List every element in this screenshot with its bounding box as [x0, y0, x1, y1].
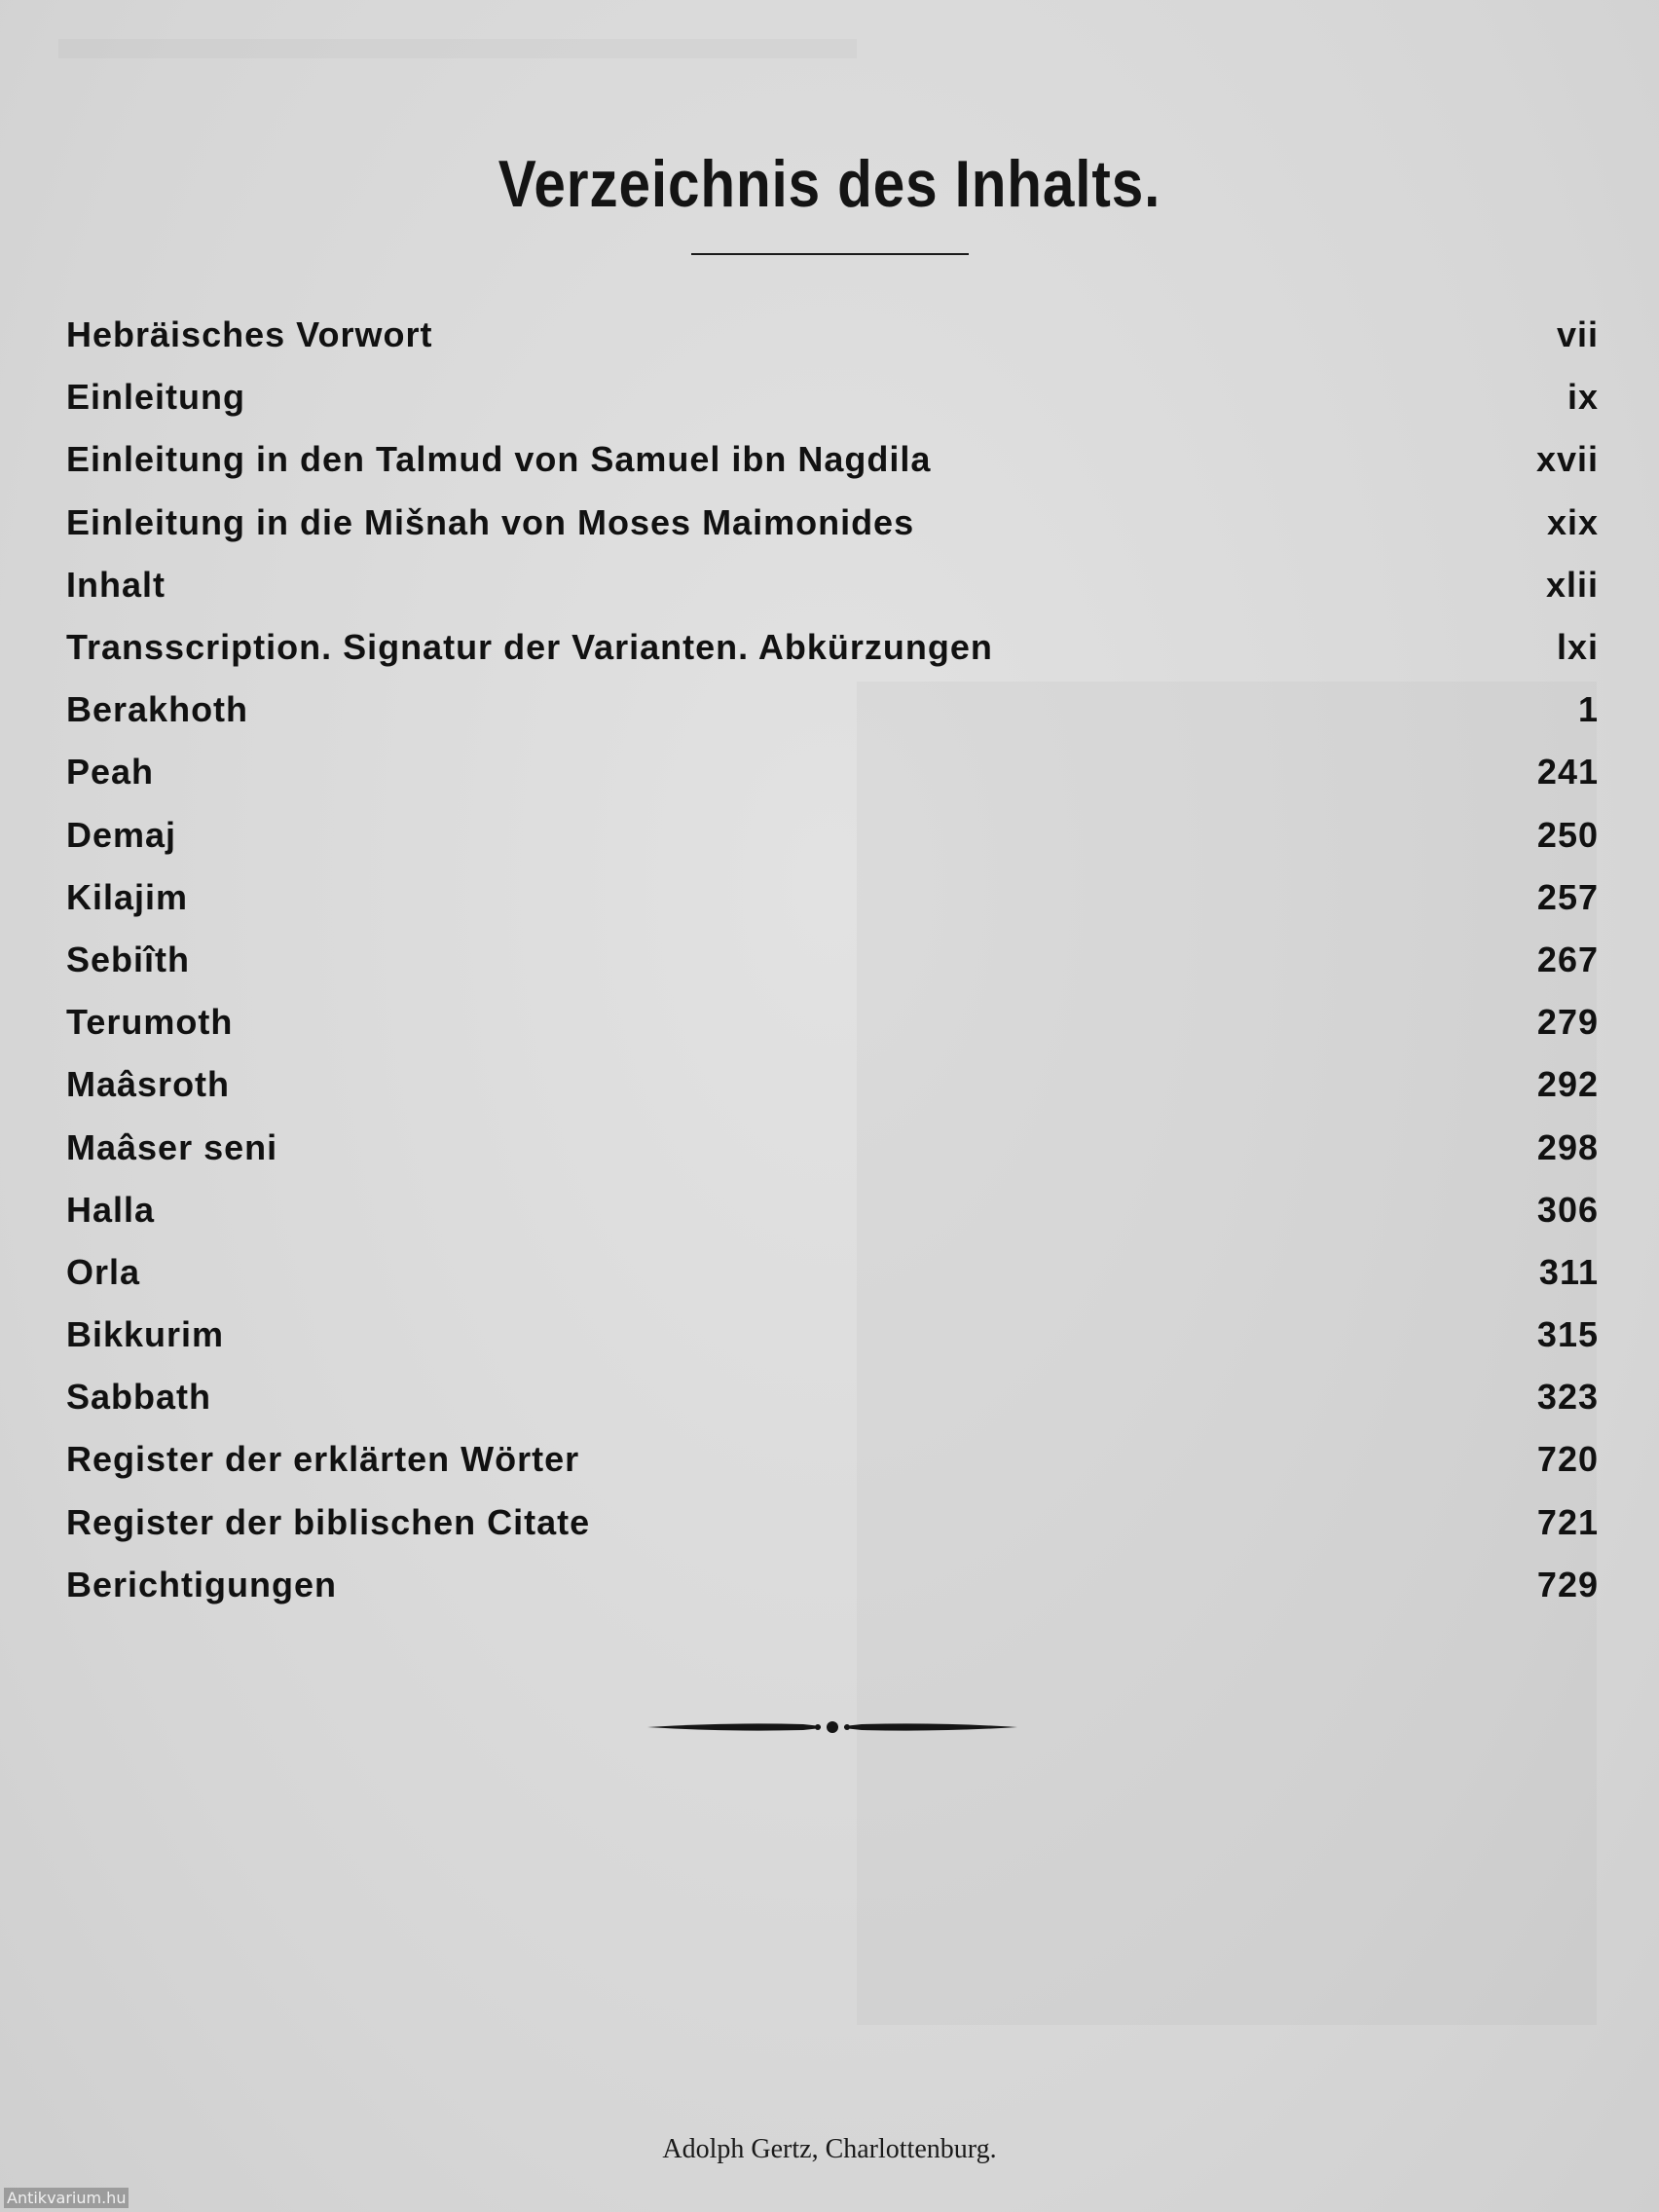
- dot-leader: [950, 442, 1525, 477]
- toc-entry: [66, 679, 1599, 741]
- toc-entry-page: xvii: [1535, 439, 1599, 480]
- toc-entry: [66, 428, 1599, 491]
- dot-leader: [249, 1067, 1525, 1102]
- toc-entry-page: xix: [1546, 501, 1599, 542]
- toc-entry-page: 292: [1536, 1064, 1599, 1105]
- toc-entry: [66, 1179, 1599, 1241]
- toc-entry-title: Halla: [66, 1189, 156, 1230]
- toc-entry-page: 279: [1536, 1002, 1599, 1043]
- toc-entry-page: 250: [1536, 814, 1599, 855]
- toc-entry-page: 306: [1536, 1189, 1599, 1230]
- toc-entry: [66, 1053, 1599, 1116]
- toc-entry: [66, 991, 1599, 1053]
- toc-entry: [66, 929, 1599, 991]
- toc-entry: [66, 1554, 1599, 1616]
- toc-entry: [66, 1492, 1599, 1554]
- dot-leader: [1013, 630, 1525, 665]
- toc-entry-title: Einleitung: [66, 377, 245, 418]
- dot-leader: [934, 505, 1525, 540]
- dot-leader: [252, 1005, 1525, 1040]
- toc-entry-page: lxi: [1556, 627, 1599, 668]
- toc-entry-page: vii: [1556, 314, 1599, 355]
- dot-leader: [243, 1317, 1525, 1352]
- dot-leader: [174, 1193, 1525, 1228]
- toc-entry-page: 323: [1536, 1377, 1599, 1418]
- toc-entry-title: Peah: [66, 752, 155, 793]
- toc-entry-title: Transscription. Signatur der Varianten. Abkürzungen: [66, 627, 993, 668]
- dot-leader: [609, 1505, 1525, 1540]
- dot-leader: [185, 568, 1525, 603]
- toc-entry-page: 729: [1536, 1564, 1599, 1604]
- toc-entry: [66, 1366, 1599, 1428]
- toc-entry-title: Register der erklärten Wörter: [66, 1439, 580, 1480]
- toc-entry: [66, 1304, 1599, 1366]
- ornament-divider: [647, 1717, 1017, 1737]
- toc-entry: [66, 304, 1599, 366]
- toc-entry-title: Sabbath: [66, 1377, 212, 1418]
- toc-entry-title: Berakhoth: [66, 689, 249, 730]
- toc-entry-page: 267: [1536, 939, 1599, 979]
- toc-entry: [66, 804, 1599, 866]
- toc-entry: [66, 866, 1599, 929]
- toc-entry-title: Hebräisches Vorwort: [66, 314, 433, 355]
- toc-entry-page: xlii: [1545, 564, 1599, 605]
- toc-entry-page: 720: [1536, 1439, 1599, 1480]
- dot-leader: [356, 1567, 1525, 1603]
- printer-credit: Adolph Gertz, Charlottenburg.: [662, 2134, 997, 2164]
- toc-entry-title: Orla: [66, 1251, 141, 1292]
- toc-entry-page: 257: [1536, 876, 1599, 917]
- title-divider: [691, 253, 969, 255]
- toc-entry: [66, 1241, 1599, 1304]
- dot-leader: [207, 880, 1525, 915]
- toc-entry-page: 315: [1536, 1314, 1599, 1355]
- toc-entry: [66, 616, 1599, 679]
- toc-entry-title: Register der biblischen Citate: [66, 1501, 591, 1542]
- watermark: Antikvarium.hu: [4, 2188, 129, 2208]
- toc-entry-title: Maâsroth: [66, 1064, 231, 1105]
- toc-entry: [66, 366, 1599, 428]
- dot-leader: [231, 1380, 1525, 1415]
- toc-entry-page: 311: [1538, 1251, 1599, 1292]
- toc-entry-page: 298: [1536, 1126, 1599, 1167]
- dot-leader: [297, 1130, 1525, 1165]
- toc-entry-title: Sebiîth: [66, 939, 191, 979]
- toc-entry: [66, 554, 1599, 616]
- toc-entry-page: 1: [1577, 689, 1599, 730]
- dot-leader: [452, 317, 1525, 352]
- dot-leader: [196, 818, 1525, 853]
- dot-leader: [265, 380, 1525, 415]
- dot-leader: [160, 1255, 1525, 1290]
- toc-entry-title: Bikkurim: [66, 1314, 225, 1355]
- toc-entry-title: Berichtigungen: [66, 1564, 338, 1604]
- toc-entry: [66, 741, 1599, 803]
- toc-entry-title: Maâser seni: [66, 1126, 278, 1167]
- toc-entry-page: 721: [1536, 1501, 1599, 1542]
- toc-entry-title: Einleitung in die Mišnah von Moses Maimonides: [66, 501, 915, 542]
- dot-leader: [209, 942, 1525, 977]
- dot-leader: [268, 692, 1525, 727]
- toc-entry: [66, 1428, 1599, 1491]
- toc-entry-page: 241: [1536, 752, 1599, 793]
- table-of-contents: [66, 304, 1599, 1616]
- toc-entry: [66, 1116, 1599, 1178]
- bleed-through-left: [58, 39, 857, 58]
- toc-entry: [66, 492, 1599, 554]
- toc-entry-title: Terumoth: [66, 1002, 234, 1043]
- page-title: Verzeichnis des Inhalts.: [498, 147, 1161, 221]
- toc-entry-title: Einleitung in den Talmud von Samuel ibn Nagdila: [66, 439, 932, 480]
- dot-leader: [599, 1442, 1525, 1477]
- toc-entry-title: Demaj: [66, 814, 177, 855]
- toc-entry-title: Inhalt: [66, 564, 166, 605]
- toc-entry-title: Kilajim: [66, 876, 189, 917]
- toc-entry-page: ix: [1567, 377, 1599, 418]
- dot-leader: [173, 755, 1525, 790]
